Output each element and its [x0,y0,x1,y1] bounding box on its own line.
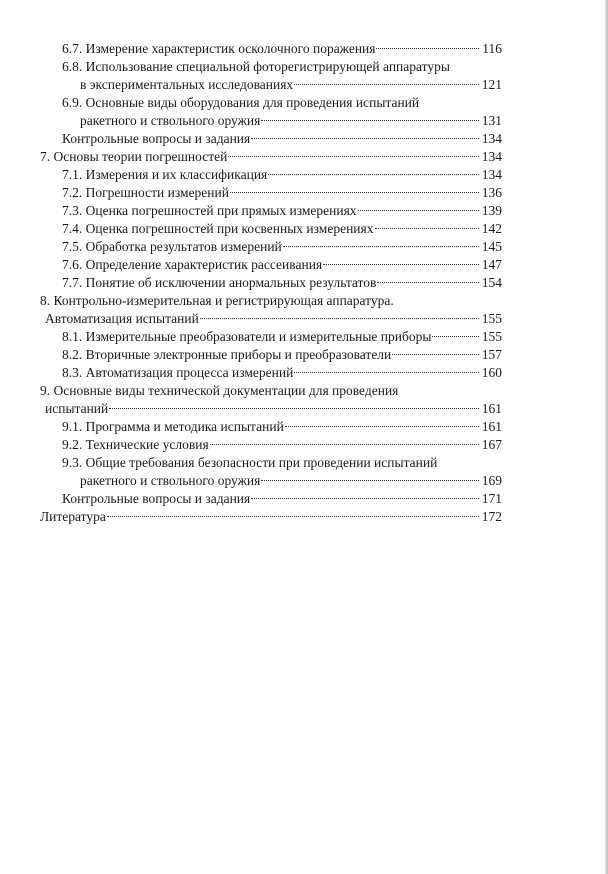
toc-title: ракетного и ствольного оружия [80,113,261,128]
toc-line [40,346,502,364]
dot-leader [200,318,479,319]
page-number: 169 [481,473,502,488]
page-number: 155 [481,311,502,326]
dot-leader [261,120,479,121]
dot-leader [228,156,479,157]
page-number: 139 [481,203,502,218]
toc-line [40,292,502,310]
toc-title: 8.1. Измерительные преобразователи и измерительные приборы [62,329,432,344]
dot-leader [432,336,479,337]
toc-line [40,112,502,130]
page-number: 145 [481,239,502,254]
page-number: 171 [481,491,502,506]
toc-line [40,220,502,238]
dot-leader [210,444,479,445]
toc-entry [40,382,502,418]
page-number: 172 [481,509,502,524]
toc-entry [40,94,502,130]
toc-line [40,418,502,436]
toc-title: 7. Основы теории погрешностей [40,149,228,164]
page-number: 136 [481,185,502,200]
page-number: 155 [481,329,502,344]
toc-entry [40,220,502,238]
page-number: 116 [482,41,502,56]
toc-entry [40,40,502,58]
toc-line [40,94,502,112]
page-number: 154 [481,275,502,290]
page-number: 121 [481,77,502,92]
toc-title: 9.1. Программа и методика испытаний [62,419,284,434]
toc-entry [40,166,502,184]
toc-line [40,436,502,454]
toc-line [40,508,502,526]
toc-entry [40,454,502,490]
dot-leader [285,426,479,427]
toc-entry [40,346,502,364]
dot-leader [283,246,479,247]
page-number: 131 [481,113,502,128]
dot-leader [109,408,479,409]
dot-leader [375,228,480,229]
dot-leader [251,498,479,499]
toc-entry [40,256,502,274]
toc-title: Контрольные вопросы и задания [62,491,251,506]
toc-title: в экспериментальных исследованиях [80,77,294,92]
dot-leader [268,174,479,175]
toc-entry [40,184,502,202]
toc-entry [40,148,502,166]
toc-title: Контрольные вопросы и задания [62,131,251,146]
toc-line [40,40,502,58]
dot-leader [323,264,479,265]
toc-title: ракетного и ствольного оружия [80,473,261,488]
toc-entry [40,274,502,292]
toc-title: 9. Основные виды технической документации для проведения [40,383,399,398]
page-number: 134 [481,131,502,146]
toc-line [40,58,502,76]
table-of-contents [40,40,502,526]
toc-title: 7.7. Понятие об исключении анормальных результатов [62,275,377,290]
toc-line [40,328,502,346]
toc-entry [40,436,502,454]
page-number: 161 [481,401,502,416]
toc-line [40,184,502,202]
dot-leader [230,192,479,193]
toc-entry [40,58,502,94]
toc-line [40,274,502,292]
toc-title: 8.2. Вторичные электронные приборы и преобразователи [62,347,392,362]
toc-title: 7.4. Оценка погрешностей при косвенных измерениях [62,221,374,236]
dot-leader [392,354,479,355]
toc-title: 8. Контрольно-измерительная и регистрирующая аппаратура. [40,293,394,308]
dot-leader [358,210,479,211]
toc-entry [40,328,502,346]
dot-leader [261,480,479,481]
page-number: 161 [481,419,502,434]
page-number: 134 [481,149,502,164]
toc-entry [40,130,502,148]
toc-line [40,310,502,328]
page-number: 160 [481,365,502,380]
toc-entry [40,202,502,220]
toc-line [40,148,502,166]
toc-title: 7.1. Измерения и их классификация [62,167,268,182]
dot-leader [294,84,479,85]
toc-line [40,256,502,274]
toc-line [40,472,502,490]
toc-title: 7.3. Оценка погрешностей при прямых измерениях [62,203,357,218]
toc-title: 9.3. Общие требования безопасности при проведении испытаний [62,455,438,470]
toc-line [40,364,502,382]
toc-title: 7.2. Погрешности измерений [62,185,229,200]
toc-title: 7.6. Определение характеристик рассеивания [62,257,323,272]
toc-title: Литература [40,509,106,524]
page-number: 134 [481,167,502,182]
toc-line [40,382,502,400]
toc-line [40,166,502,184]
toc-entry [40,238,502,256]
dot-leader [376,48,479,49]
toc-title: испытаний [45,401,109,416]
toc-title: 6.7. Измерение характеристик осколочного поражения [62,41,376,56]
toc-title: 6.8. Использование специальной фоторегистрирующей аппаратуры [62,59,450,74]
toc-line [40,238,502,256]
toc-line [40,130,502,148]
toc-line [40,490,502,508]
page-number: 142 [481,221,502,236]
page-number: 157 [481,347,502,362]
dot-leader [251,138,479,139]
toc-line [40,202,502,220]
toc-line [40,76,502,94]
toc-entry [40,292,502,328]
page-number: 167 [481,437,502,452]
toc-title: 7.5. Обработка результатов измерений [62,239,282,254]
toc-title: 8.3. Автоматизация процесса измерений [62,365,294,380]
toc-line [40,400,502,418]
toc-title: Автоматизация испытаний [45,311,199,326]
toc-title: 9.2. Технические условия [62,437,209,452]
toc-entry [40,508,502,526]
toc-entry [40,490,502,508]
dot-leader [377,282,479,283]
toc-title: 6.9. Основные виды оборудования для проведения испытаний [62,95,420,110]
dot-leader [107,516,479,517]
page-number: 147 [481,257,502,272]
dot-leader [294,372,479,373]
toc-entry [40,364,502,382]
toc-line [40,454,502,472]
toc-entry [40,418,502,436]
